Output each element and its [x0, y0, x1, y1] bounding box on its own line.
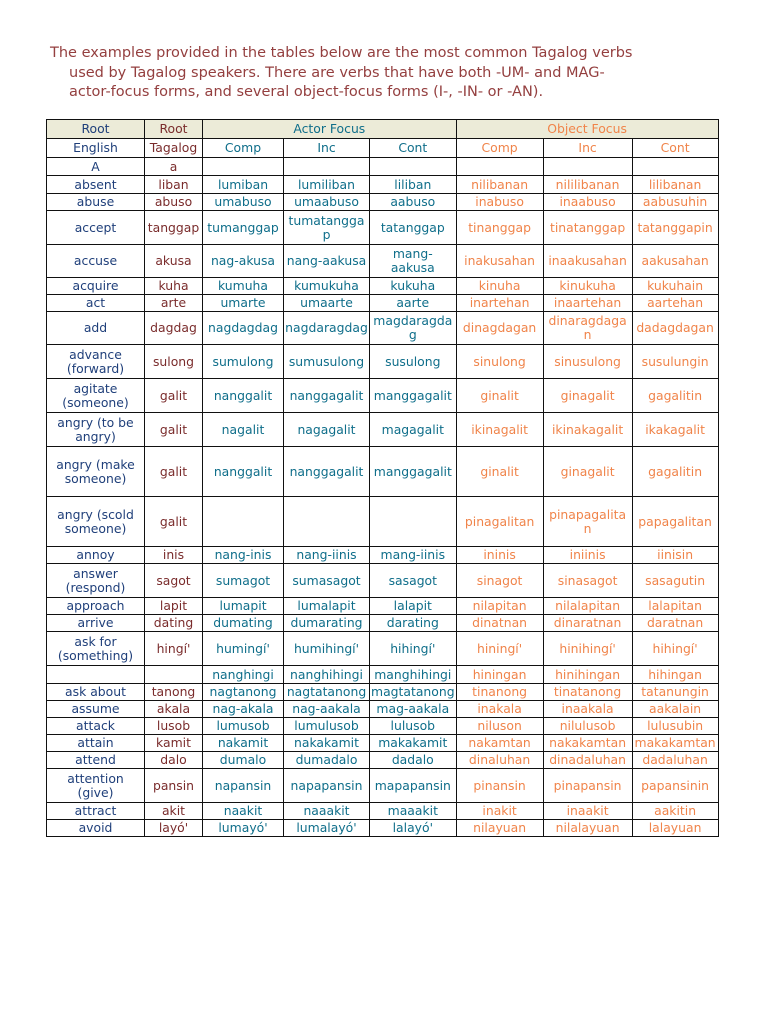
- header-actor-focus: Actor Focus: [203, 120, 457, 139]
- cell-of-cont: papansinin: [632, 769, 718, 803]
- cell-af-comp: lumayó': [203, 820, 284, 837]
- cell-af-cont: mag-aakala: [370, 701, 457, 718]
- cell-of-comp: nilayuan: [456, 820, 543, 837]
- cell-af-comp: dumating: [203, 615, 284, 632]
- cell-of-comp: ginalit: [456, 379, 543, 413]
- table-row: [47, 718, 719, 735]
- cell-af-comp: [203, 497, 284, 547]
- cell-english: angry (make someone): [47, 447, 145, 497]
- table-row: [47, 158, 719, 176]
- cell-of-cont: hihingan: [632, 666, 718, 684]
- cell-root: galit: [145, 379, 203, 413]
- cell-af-comp: lumiban: [203, 176, 284, 194]
- cell-english: agitate (someone): [47, 379, 145, 413]
- cell-english: angry (scold someone): [47, 497, 145, 547]
- intro-line-1: The examples provided in the tables below are the most common Tagalog verbs: [50, 45, 633, 61]
- table-row: [47, 447, 719, 497]
- cell-of-cont: [632, 158, 718, 176]
- cell-of-inc: kinukuha: [543, 278, 632, 295]
- cell-af-inc: nang-aakusa: [284, 245, 370, 278]
- cell-af-cont: magtatanong: [371, 684, 455, 699]
- cell-of-cont: susulungin: [632, 345, 718, 379]
- cell-root: galit: [145, 447, 203, 497]
- table-row: [47, 598, 719, 615]
- cell-af-cont: sasagot: [370, 564, 457, 598]
- cell-root: galit: [145, 497, 203, 547]
- cell-af-inc: nagdaragdag: [284, 312, 370, 345]
- cell-af-cont: mang-iinis: [370, 547, 457, 564]
- cell-english: annoy: [47, 547, 145, 564]
- cell-root: sulong: [145, 345, 203, 379]
- cell-root: inis: [145, 547, 203, 564]
- table-row: [47, 803, 719, 820]
- header-row-2: [47, 139, 719, 158]
- header-of-inc: Inc: [543, 139, 632, 158]
- table-row: [47, 684, 719, 701]
- cell-of-cont: aakalain: [632, 701, 718, 718]
- cell-af-comp: nagdagdag: [203, 312, 284, 345]
- cell-root: a: [145, 158, 203, 176]
- cell-af-comp: sumulong: [203, 345, 284, 379]
- cell-of-inc: hinihingan: [543, 666, 632, 684]
- cell-af-inc: [284, 497, 370, 547]
- cell-of-comp: niluson: [456, 718, 543, 735]
- cell-of-cont: tatanggapin: [632, 211, 718, 245]
- cell-of-cont: lalayuan: [632, 820, 718, 837]
- cell-af-inc: nagtatanong: [284, 684, 370, 701]
- cell-af-inc: nang-iinis: [284, 547, 370, 564]
- cell-of-inc: iniinis: [543, 547, 632, 564]
- cell-af-comp: humingí': [203, 632, 284, 666]
- cell-of-comp: tinanggap: [456, 211, 543, 245]
- cell-af-inc: nanggagalit: [284, 447, 370, 497]
- table-row: [47, 769, 719, 803]
- cell-root: akala: [145, 701, 203, 718]
- cell-of-cont: tatanungin: [632, 684, 718, 701]
- cell-of-inc: nililibanan: [543, 176, 632, 194]
- cell-english: arrive: [47, 615, 145, 632]
- cell-af-cont: manggagalit: [370, 379, 457, 413]
- cell-of-cont: dadagdagan: [632, 312, 718, 345]
- cell-root: galit: [145, 413, 203, 447]
- header-english: English: [47, 139, 145, 158]
- cell-af-inc: nagagalit: [284, 413, 370, 447]
- table-row: [47, 701, 719, 718]
- cell-of-cont: lalapitan: [632, 598, 718, 615]
- cell-af-inc: nag-aakala: [284, 701, 370, 718]
- cell-of-comp: ginalit: [456, 447, 543, 497]
- cell-af-inc: kumukuha: [284, 278, 370, 295]
- table-row: [47, 176, 719, 194]
- cell-english: attack: [47, 718, 145, 735]
- cell-of-inc: ginagalit: [543, 447, 632, 497]
- cell-of-comp: nilibanan: [456, 176, 543, 194]
- table-row: [47, 820, 719, 837]
- cell-english: [47, 666, 145, 684]
- cell-af-cont: [370, 497, 457, 547]
- cell-of-comp: inabuso: [456, 194, 543, 211]
- cell-af-cont: magagalit: [370, 413, 457, 447]
- cell-of-inc: nakakamtan: [543, 735, 632, 752]
- cell-root: layó': [145, 820, 203, 837]
- intro-line-3: actor-focus forms, and several object-focus forms (I-, -IN- or -AN).: [69, 84, 544, 100]
- cell-af-cont: darating: [370, 615, 457, 632]
- cell-of-cont: daratnan: [632, 615, 718, 632]
- cell-of-cont: aartehan: [632, 295, 718, 312]
- cell-root: sagot: [145, 564, 203, 598]
- cell-english: avoid: [47, 820, 145, 837]
- cell-of-comp: hiningan: [456, 666, 543, 684]
- cell-of-inc: nilulusob: [543, 718, 632, 735]
- cell-english: absent: [47, 176, 145, 194]
- cell-of-inc: inaartehan: [543, 295, 632, 312]
- cell-af-comp: umabuso: [203, 194, 284, 211]
- header-af-cont: Cont: [370, 139, 457, 158]
- table-row: [47, 379, 719, 413]
- cell-af-comp: nag-akala: [203, 701, 284, 718]
- cell-of-comp: dinagdagan: [456, 312, 543, 345]
- table-row: [47, 632, 719, 666]
- cell-af-cont: lulusob: [370, 718, 457, 735]
- cell-english: accept: [47, 211, 145, 245]
- cell-af-comp: tumanggap: [203, 211, 284, 245]
- cell-of-cont: makakamtan: [632, 735, 718, 752]
- cell-of-cont: kukuhain: [632, 278, 718, 295]
- cell-of-comp: nilapitan: [456, 598, 543, 615]
- cell-of-comp: dinaluhan: [456, 752, 543, 769]
- cell-af-inc: dumadalo: [284, 752, 370, 769]
- cell-english: attract: [47, 803, 145, 820]
- cell-of-cont: gagalitin: [632, 379, 718, 413]
- cell-af-comp: nanghingi: [203, 666, 284, 684]
- cell-of-comp: sinagot: [456, 564, 543, 598]
- cell-of-cont: papagalitan: [632, 497, 718, 547]
- cell-af-inc: umaarte: [284, 295, 370, 312]
- cell-af-comp: nagalit: [203, 413, 284, 447]
- cell-of-comp: inakit: [456, 803, 543, 820]
- cell-english: assume: [47, 701, 145, 718]
- cell-af-inc: tumatangga p: [284, 211, 370, 245]
- cell-af-comp: lumapit: [203, 598, 284, 615]
- cell-af-inc: lumiliban: [284, 176, 370, 194]
- cell-af-comp: kumuha: [203, 278, 284, 295]
- cell-of-inc: inaakala: [543, 701, 632, 718]
- cell-af-comp: dumalo: [203, 752, 284, 769]
- cell-root: kamit: [145, 735, 203, 752]
- table-row: [47, 312, 719, 345]
- cell-english: A: [47, 158, 145, 176]
- cell-af-comp: sumagot: [203, 564, 284, 598]
- header-root-english: Root: [47, 120, 145, 139]
- cell-of-inc: nilalapitan: [543, 598, 632, 615]
- cell-af-comp: nanggalit: [203, 447, 284, 497]
- header-object-focus: Object Focus: [456, 120, 718, 139]
- cell-english: attend: [47, 752, 145, 769]
- cell-af-inc: [284, 158, 370, 176]
- cell-of-inc: pinapagalita n: [543, 497, 632, 547]
- cell-af-cont: magdaragda g: [370, 312, 457, 345]
- cell-af-comp: lumusob: [203, 718, 284, 735]
- cell-of-cont: aabusuhin: [632, 194, 718, 211]
- cell-of-inc: dinaragdaga n: [543, 312, 632, 345]
- table-row: [47, 547, 719, 564]
- cell-english: advance (forward): [47, 345, 145, 379]
- cell-of-inc: ikinakagalit: [543, 413, 632, 447]
- cell-of-cont: gagalitin: [632, 447, 718, 497]
- header-tagalog: Tagalog: [145, 139, 203, 158]
- cell-root: hingí': [145, 632, 203, 666]
- table-row: [47, 615, 719, 632]
- cell-root: tanong: [145, 684, 203, 701]
- cell-root: kuha: [145, 278, 203, 295]
- cell-english: accuse: [47, 245, 145, 278]
- cell-root: dating: [145, 615, 203, 632]
- cell-of-inc: inaabuso: [543, 194, 632, 211]
- cell-english: angry (to be angry): [47, 413, 145, 447]
- cell-af-inc: naaakit: [284, 803, 370, 820]
- table-row: [47, 564, 719, 598]
- table-row: [47, 245, 719, 278]
- cell-of-inc: hinihingí': [543, 632, 632, 666]
- cell-af-cont: maaakit: [370, 803, 457, 820]
- cell-of-comp: nakamtan: [456, 735, 543, 752]
- header-af-inc: Inc: [284, 139, 370, 158]
- cell-of-comp: ininis: [456, 547, 543, 564]
- cell-of-inc: sinasagot: [543, 564, 632, 598]
- cell-of-inc: inaakit: [543, 803, 632, 820]
- cell-af-cont: lalapit: [370, 598, 457, 615]
- table-row: [47, 497, 719, 547]
- cell-of-comp: inartehan: [456, 295, 543, 312]
- header-row-1: [47, 120, 719, 139]
- cell-of-inc: dinaratnan: [543, 615, 632, 632]
- header-root-tagalog: Root: [145, 120, 203, 139]
- cell-af-inc: nakakamit: [284, 735, 370, 752]
- cell-of-inc: tinatanong: [543, 684, 632, 701]
- cell-af-inc: umaabuso: [284, 194, 370, 211]
- cell-of-cont: hihingí': [632, 632, 718, 666]
- cell-af-inc: humihingí': [284, 632, 370, 666]
- cell-of-cont: lilibanan: [632, 176, 718, 194]
- verb-table: [46, 119, 719, 837]
- cell-of-comp: ikinagalit: [456, 413, 543, 447]
- cell-root: pansin: [145, 769, 203, 803]
- cell-root: lusob: [145, 718, 203, 735]
- cell-of-inc: [543, 158, 632, 176]
- cell-english: approach: [47, 598, 145, 615]
- table-row: [47, 194, 719, 211]
- cell-of-comp: kinuha: [456, 278, 543, 295]
- cell-english: attention (give): [47, 769, 145, 803]
- cell-root: liban: [145, 176, 203, 194]
- cell-english: ask about: [47, 684, 145, 701]
- cell-af-comp: nakamit: [203, 735, 284, 752]
- cell-af-inc: sumusulong: [284, 345, 370, 379]
- cell-af-inc: napapansin: [284, 769, 370, 803]
- cell-of-comp: inakala: [456, 701, 543, 718]
- cell-af-cont: aarte: [370, 295, 457, 312]
- cell-af-inc: lumalapit: [284, 598, 370, 615]
- cell-of-comp: pinansin: [456, 769, 543, 803]
- cell-af-cont: hihingí': [370, 632, 457, 666]
- cell-af-inc: lumulusob: [284, 718, 370, 735]
- cell-of-cont: aakusahan: [632, 245, 718, 278]
- cell-of-comp: [456, 158, 543, 176]
- cell-af-cont: lalayó': [370, 820, 457, 837]
- cell-of-cont: iinisin: [632, 547, 718, 564]
- cell-of-comp: tinanong: [456, 684, 543, 701]
- cell-of-inc: nilalayuan: [543, 820, 632, 837]
- cell-af-comp: nag-akusa: [203, 245, 284, 278]
- cell-of-comp: hiningí': [456, 632, 543, 666]
- cell-english: acquire: [47, 278, 145, 295]
- cell-of-inc: pinapansin: [543, 769, 632, 803]
- cell-english: act: [47, 295, 145, 312]
- cell-of-inc: sinusulong: [543, 345, 632, 379]
- cell-af-cont: aabuso: [370, 194, 457, 211]
- table-row: [47, 413, 719, 447]
- cell-root: akusa: [145, 245, 203, 278]
- cell-root: dagdag: [145, 312, 203, 345]
- table-row: [47, 666, 719, 684]
- cell-of-cont: lulusubin: [632, 718, 718, 735]
- cell-of-cont: aakitin: [632, 803, 718, 820]
- cell-of-cont: ikakagalit: [632, 413, 718, 447]
- cell-of-inc: tinatanggap: [543, 211, 632, 245]
- cell-af-cont: mapapansin: [370, 769, 457, 803]
- cell-af-inc: lumalayó': [284, 820, 370, 837]
- cell-english: abuse: [47, 194, 145, 211]
- cell-af-comp: naakit: [203, 803, 284, 820]
- cell-af-comp: umarte: [203, 295, 284, 312]
- cell-af-comp: [203, 158, 284, 176]
- cell-af-inc: nanggagalit: [284, 379, 370, 413]
- header-of-cont: Cont: [632, 139, 718, 158]
- cell-af-cont: tatanggap: [370, 211, 457, 245]
- cell-af-comp: napansin: [203, 769, 284, 803]
- cell-af-cont: liliban: [370, 176, 457, 194]
- cell-of-inc: inaakusahan: [543, 245, 632, 278]
- cell-root: dalo: [145, 752, 203, 769]
- cell-af-cont: dadalo: [370, 752, 457, 769]
- cell-af-cont: kukuha: [370, 278, 457, 295]
- cell-root: lapit: [145, 598, 203, 615]
- cell-af-cont: manghihingi: [370, 666, 457, 684]
- cell-of-comp: sinulong: [456, 345, 543, 379]
- cell-of-cont: dadaluhan: [632, 752, 718, 769]
- cell-af-cont: susulong: [370, 345, 457, 379]
- cell-english: ask for (something): [47, 632, 145, 666]
- cell-root: arte: [145, 295, 203, 312]
- cell-af-inc: dumarating: [284, 615, 370, 632]
- table-row: [47, 752, 719, 769]
- table-row: [47, 735, 719, 752]
- cell-af-comp: nang-inis: [203, 547, 284, 564]
- cell-af-cont: [370, 158, 457, 176]
- cell-af-cont: mang- aakusa: [370, 245, 457, 278]
- cell-af-comp: nagtanong: [203, 684, 284, 701]
- cell-af-cont: makakamit: [370, 735, 457, 752]
- cell-root: akit: [145, 803, 203, 820]
- cell-of-cont: sasagutin: [632, 564, 718, 598]
- intro-line-2: used by Tagalog speakers. There are verbs that have both -UM- and MAG-: [69, 64, 605, 81]
- header-af-comp: Comp: [203, 139, 284, 158]
- cell-root: abuso: [145, 194, 203, 211]
- cell-root: tanggap: [145, 211, 203, 245]
- table-row: [47, 278, 719, 295]
- cell-english: attain: [47, 735, 145, 752]
- table-row: [47, 211, 719, 245]
- cell-af-comp: nanggalit: [203, 379, 284, 413]
- cell-of-comp: dinatnan: [456, 615, 543, 632]
- cell-english: add: [47, 312, 145, 345]
- cell-af-inc: sumasagot: [284, 564, 370, 598]
- table-row: [47, 345, 719, 379]
- cell-english: answer (respond): [47, 564, 145, 598]
- cell-of-inc: dinadaluhan: [543, 752, 632, 769]
- header-of-comp: Comp: [456, 139, 543, 158]
- table-row: [47, 295, 719, 312]
- cell-af-inc: nanghihingi: [284, 666, 370, 684]
- cell-of-comp: inakusahan: [456, 245, 543, 278]
- cell-root: [145, 666, 203, 684]
- cell-af-cont: manggagalit: [370, 447, 457, 497]
- cell-of-comp: pinagalitan: [456, 497, 543, 547]
- cell-of-inc: ginagalit: [543, 379, 632, 413]
- intro-paragraph: [50, 44, 730, 103]
